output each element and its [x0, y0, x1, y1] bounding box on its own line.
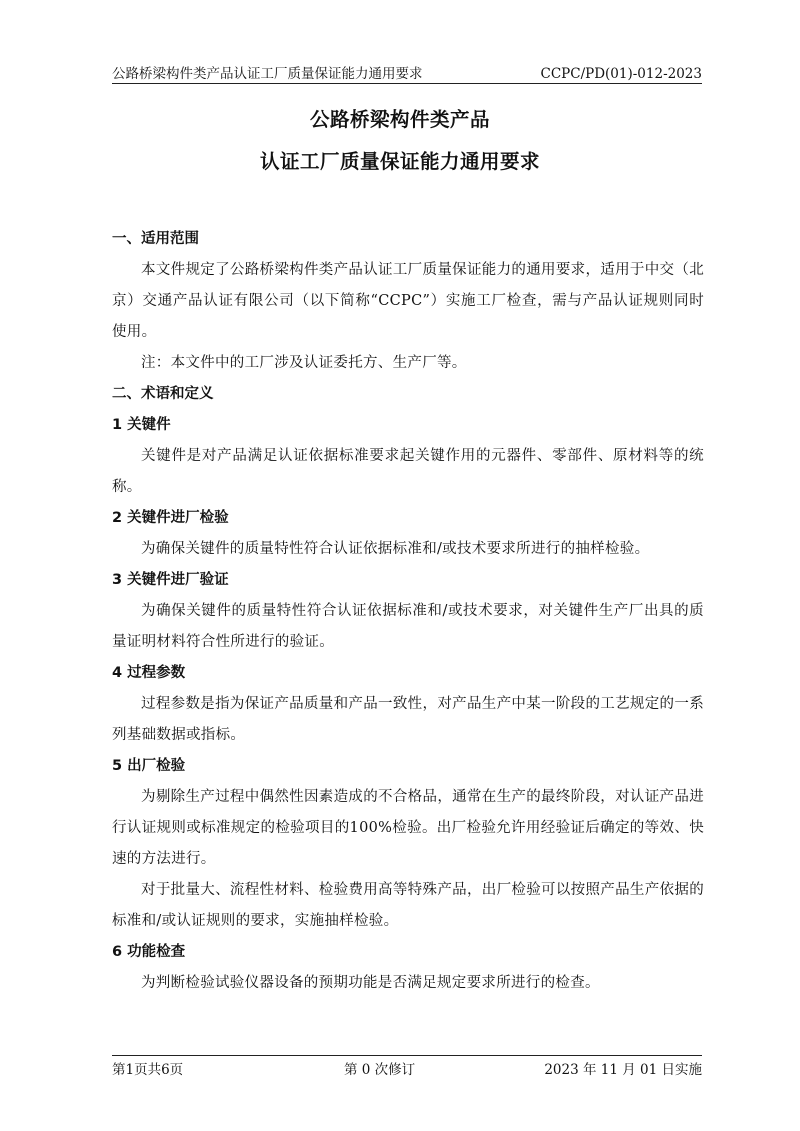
header-divider	[112, 83, 702, 84]
term-heading: 5 出厂检验	[112, 758, 186, 774]
document-title-line-2: 认证工厂质量保证能力通用要求	[259, 150, 540, 173]
page-number: 第1页共6页	[112, 1062, 184, 1078]
paragraph: 为判断检验试验仪器设备的预期功能是否满足规定要求所进行的检查。	[141, 975, 600, 991]
paragraph: 关键件是对产品满足认证依据标准要求起关键作用的元器件、零部件、原材料等的统称。	[112, 448, 704, 495]
term-heading: 2 关键件进厂检验	[112, 510, 229, 526]
paragraph: 为剔除生产过程中偶然性因素造成的不合格品，通常在生产的最终阶段，对认证产品进行认证规则或标准规定的检验项目的100%检验。出厂检验允许用经验证后确定的等效、快速的方法进行。	[112, 789, 704, 867]
section-heading: 二、术语和定义	[112, 386, 214, 402]
paragraph: 过程参数是指为保证产品质量和产品一致性，对产品生产中某一阶段的工艺规定的一系列基础数据或指标。	[112, 696, 704, 743]
revision-number: 第 0 次修订	[344, 1062, 416, 1078]
footer-divider	[112, 1055, 702, 1056]
term-heading: 4 过程参数	[112, 665, 186, 681]
header-document-code: CCPC/PD(01)-012-2023	[540, 66, 702, 82]
paragraph: 为确保关键件的质量特性符合认证依据标准和/或技术要求所进行的抽样检验。	[141, 541, 650, 557]
term-heading: 6 功能检查	[112, 944, 186, 960]
paragraph: 本文件规定了公路桥梁构件类产品认证工厂质量保证能力的通用要求，适用于中交（北京）交通产品认证有限公司（以下简称“CCPC”）实施工厂检查，需与产品认证规则同时使用。	[112, 262, 704, 340]
term-heading: 3 关键件进厂验证	[112, 572, 229, 588]
effective-date: 2023 年 11 月 01 日实施	[544, 1062, 702, 1078]
paragraph: 为确保关键件的质量特性符合认证依据标准和/或技术要求，对关键件生产厂出具的质量证明材料符合性所进行的验证。	[112, 603, 704, 650]
document-title-line-1: 公路桥梁构件类产品	[309, 108, 490, 131]
page-footer	[112, 1058, 702, 1078]
paragraph: 对于批量大、流程性材料、检验费用高等特殊产品，出厂检验可以按照产品生产依据的标准和/或认证规则的要求，实施抽样检验。	[112, 882, 704, 929]
page-header	[112, 60, 702, 82]
note-paragraph: 注：本文件中的工厂涉及认证委托方、生产厂等。	[141, 355, 467, 371]
section-heading: 一、适用范围	[112, 231, 199, 247]
term-heading: 1 关键件	[112, 417, 171, 433]
header-document-title: 公路桥梁构件类产品认证工厂质量保证能力通用要求	[112, 66, 423, 82]
document-body	[112, 224, 704, 999]
